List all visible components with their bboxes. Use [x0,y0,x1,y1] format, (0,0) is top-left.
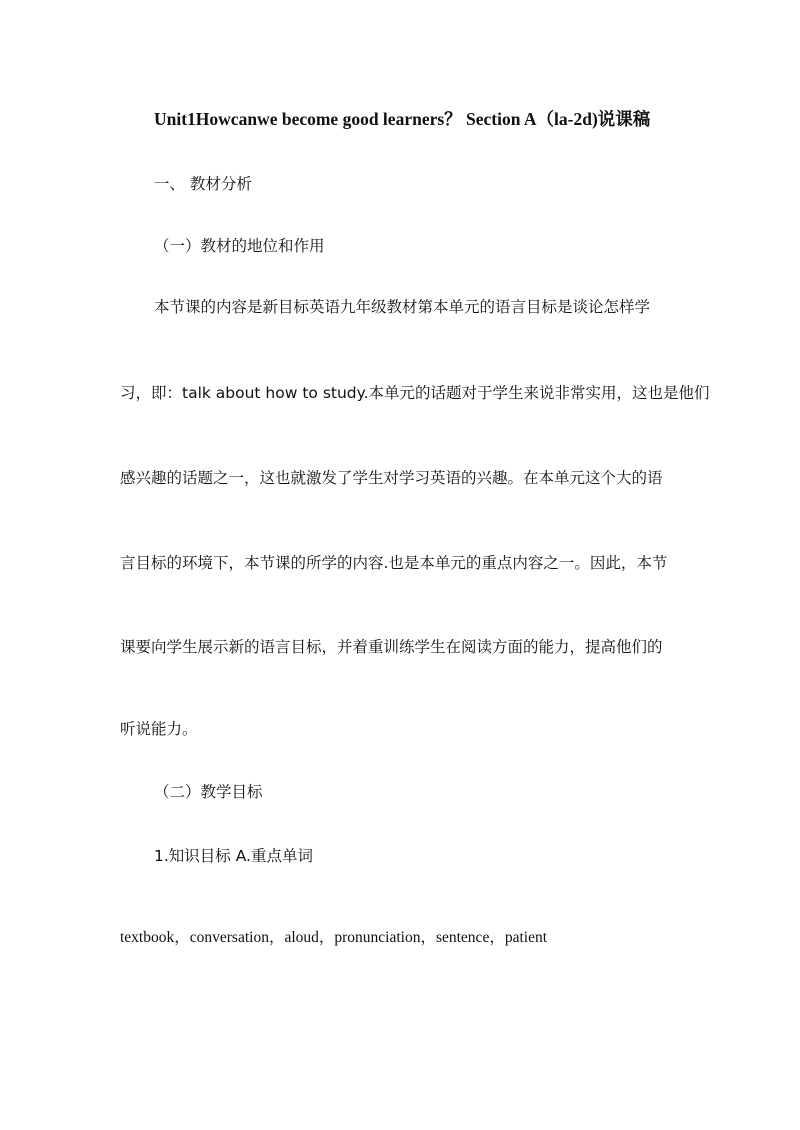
subsection-heading-teaching-goals: （二）教学目标 [154,783,263,801]
paragraph-line-1: 本节课的内容是新目标英语九年级教材第本单元的语言目标是谈论怎样学 [154,298,651,316]
knowledge-goal-heading: 1.知识目标 A.重点单词 [154,847,313,865]
paragraph-line-5: 课要向学生展示新的语言目标，并着重训练学生在阅读方面的能力，提高他们的 [120,638,663,656]
vocabulary-list: textbook，conversation，aloud，pronunciation，sentence，patient [120,929,547,946]
document-title: Unit1Howcanwe become good learners？ Section A（la-2d)说课稿 [154,109,651,129]
subsection-heading-status-and-role: （一）教材的地位和作用 [154,237,325,255]
section-heading-teaching-material-analysis: 一、 教材分析 [154,175,252,193]
paragraph-line-6: 听说能力。 [120,720,198,738]
paragraph-line-4: 言目标的环境下，本节课的所学的内容.也是本单元的重点内容之一。因此，本节 [120,554,668,572]
paragraph-line-3: 感兴趣的话题之一，这也就激发了学生对学习英语的兴趣。在本单元这个大的语 [120,469,663,487]
paragraph-line-2: 习，即：talk about how to study.本单元的话题对于学生来说非常实用，这也是他们 [120,384,710,402]
